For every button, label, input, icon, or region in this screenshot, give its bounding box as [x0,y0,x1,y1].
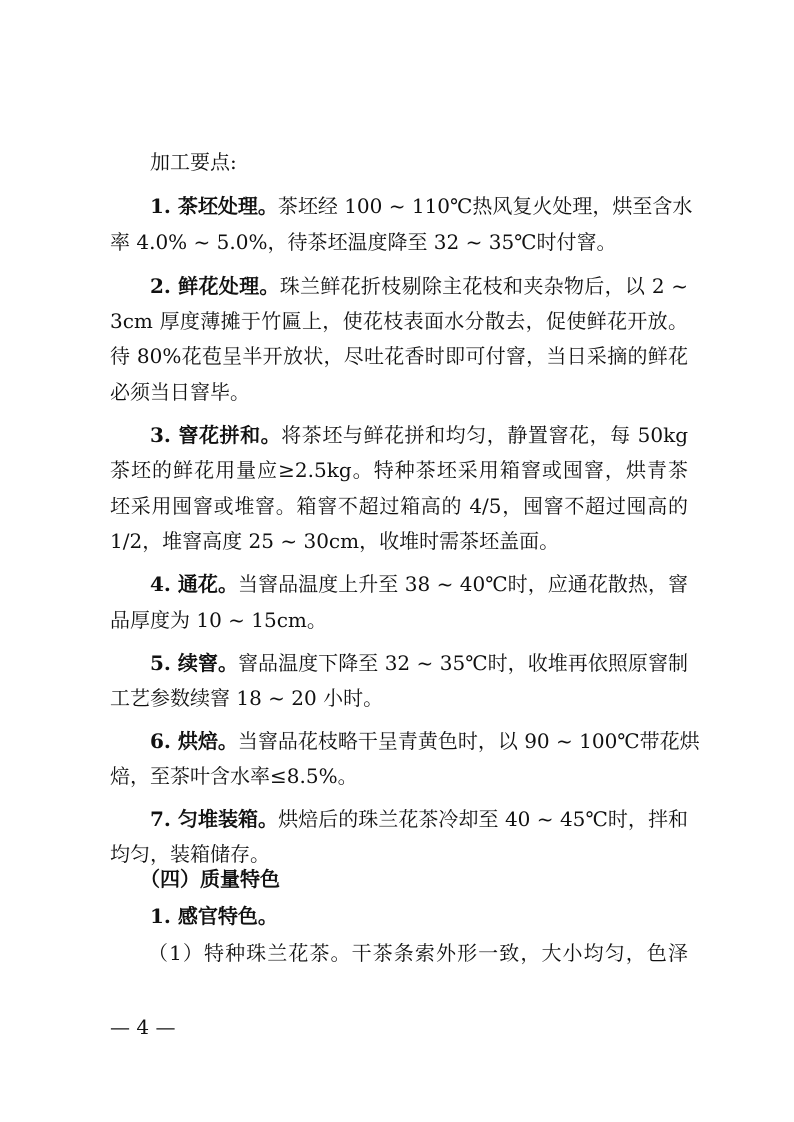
item-7-line-2: 均匀，装箱储存。 [110,842,270,866]
item-7-title: 7. 匀堆装箱。 [150,807,279,831]
item-1-title: 1. 茶坯处理。 [150,194,278,218]
item-6-text: 当窨品花枝略干呈青黄色时，以 90 ~ 100℃带花烘 [237,729,700,753]
item-3-line-4: 1/2，堆窨高度 25 ~ 30cm，收堆时需茶坯盖面。 [110,529,560,553]
item-4-text: 当窨品温度上升至 38 ~ 40℃时，应通花散热，窨 [238,572,688,596]
item-5-title: 5. 续窨。 [150,651,239,675]
item-1-line-1 [150,192,693,220]
item-5-text: 窨品温度下降至 32 ~ 35℃时，收堆再依照原窨制 [238,651,688,675]
item-1-text: 茶坯经 100 ~ 110℃热风复火处理，烘至含水 [277,194,693,218]
item-1-line-2: 率 4.0% ~ 5.0%，待茶坯温度降至 32 ~ 35℃时付窨。 [110,230,617,254]
item-7-line-1 [150,805,688,833]
item-6-title: 6. 烘焙。 [150,729,238,753]
item-2-title: 2. 鲜花处理。 [150,274,280,298]
item-3-line-1 [150,421,688,449]
item-2-line-4: 必须当日窨毕。 [110,380,250,404]
item-7-text: 烘焙后的珠兰花茶冷却至 40 ~ 45℃时，拌和 [278,807,688,831]
item-2-line-2: 3cm 厚度薄摊于竹匾上，使花枝表面水分散去，促使鲜花开放。 [110,309,688,333]
item-2-line-3: 待 80%花苞呈半开放状，尽吐花香时即可付窨，当日采摘的鲜花 [110,344,688,368]
item-5-line-1 [150,649,688,677]
item-3-line-3: 坯采用囤窨或堆窨。箱窨不超过箱高的 4/5，囤窨不超过囤高的 [110,494,688,518]
body-last-line: （1）特种珠兰花茶。干茶条索外形一致，大小均匀，色泽 [148,941,688,965]
item-2-text: 珠兰鲜花折枝剔除主花枝和夹杂物后，以 2 ~ [279,274,689,298]
item-4-title: 4. 通花。 [150,572,239,596]
item-3-line-2: 茶坯的鲜花用量应≥2.5kg。特种茶坯采用箱窨或囤窨，烘青茶 [110,458,688,482]
item-3-title: 3. 窨花拼和。 [150,423,282,447]
item-6-line-2: 焙，至茶叶含水率≤8.5%。 [110,764,358,788]
item-2-line-1 [150,272,688,300]
section-title: （四）质量特色 [140,867,280,891]
item-4-line-2: 品厚度为 10 ~ 15cm。 [110,608,327,632]
item-3-text: 将茶坯与鲜花拼和均匀，静置窨花，每 50kg [281,423,688,447]
sub-title: 1. 感官特色。 [150,904,278,928]
page-number: — 4 — [110,1015,176,1039]
item-5-line-2: 工艺参数续窨 18 ~ 20 小时。 [110,686,384,710]
heading: 加工要点: [150,150,237,174]
item-4-line-1 [150,570,688,598]
item-6-line-1 [150,727,700,755]
